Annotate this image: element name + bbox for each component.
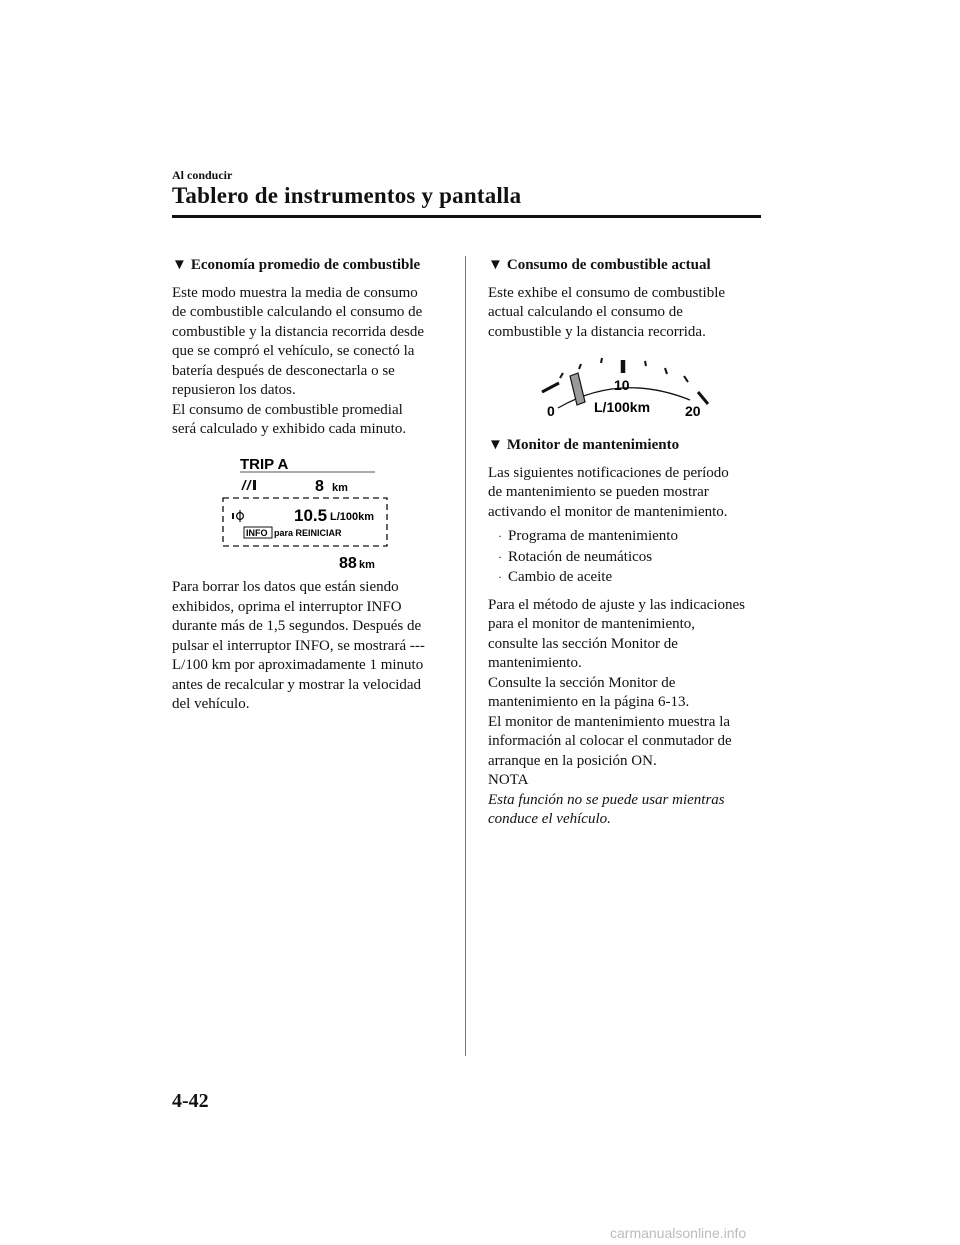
triangle-down-icon: ▼ xyxy=(488,257,503,273)
triangle-down-icon: ▼ xyxy=(488,437,503,453)
odometer-unit: km xyxy=(359,559,375,571)
body-line: exhibidos, oprima el interruptor INFO xyxy=(172,598,402,615)
bullet-dot-icon: · xyxy=(498,570,502,584)
gauge-tick xyxy=(684,376,688,382)
section-heading xyxy=(172,256,444,276)
fuel-pump-range-icon xyxy=(242,480,256,490)
fuel-consumption-gauge xyxy=(530,350,720,422)
trip-label: TRIP A xyxy=(240,456,289,473)
body-line: del vehículo. xyxy=(172,696,250,712)
gauge-tick xyxy=(542,383,559,392)
right-column-lower xyxy=(488,436,763,830)
gauge-label-max: 20 xyxy=(685,403,701,419)
text-line: actual calculando el consumo de xyxy=(488,304,683,320)
note-text-line: conduce el vehículo. xyxy=(488,811,611,827)
heading-text: Monitor de mantenimiento xyxy=(506,437,680,453)
body-line: durante más de 1,5 segundos. Después de xyxy=(172,618,422,634)
gauge-tick xyxy=(560,373,563,378)
gauge-unit: L/100km xyxy=(594,399,651,415)
fuel-economy-value: 10.5 xyxy=(294,506,328,525)
range-unit: km xyxy=(332,482,348,494)
fuel-economy-icon xyxy=(232,510,243,522)
text-line: para el monitor de mantenimiento, xyxy=(488,616,696,632)
right-column-top xyxy=(488,256,760,342)
list-item: · Programa de mantenimiento xyxy=(498,527,763,547)
section-heading xyxy=(488,256,760,276)
gauge-tick xyxy=(665,368,667,374)
column-divider xyxy=(465,256,466,1056)
footer-url-watermark: carmanualsonline.info xyxy=(610,1225,747,1241)
gauge-tick xyxy=(601,358,602,363)
left-column xyxy=(172,256,444,440)
intro-line: de combustible calculando el consumo de xyxy=(172,304,423,320)
body-line: L/100 km por aproximadamente 1 minuto xyxy=(172,657,424,673)
text-line: Para el método de ajuste y las indicaciones xyxy=(488,596,745,613)
chapter-title: Tablero de instrumentos y pantalla xyxy=(172,183,522,208)
intro-line: Este modo muestra la media de consumo xyxy=(172,284,418,301)
page-number: 4-42 xyxy=(172,1090,209,1112)
list-item: · Cambio de aceite xyxy=(498,568,763,588)
text-line: Las siguientes notificaciones de período xyxy=(488,464,729,481)
heading-text: Consumo de combustible actual xyxy=(506,257,711,273)
maintenance-list xyxy=(488,527,763,588)
text-line: de mantenimiento se pueden mostrar xyxy=(488,484,709,500)
gauge-label-mid: 10 xyxy=(614,377,630,393)
intro-line: batería después de desconectarla o se xyxy=(172,362,395,379)
fuel-economy-unit: L/100km xyxy=(330,511,375,523)
gauge-label-min: 0 xyxy=(547,403,555,419)
text-line: mantenimiento en la página 6-13. xyxy=(488,694,690,710)
text-line: combustible y la distancia recorrida. xyxy=(488,323,706,340)
gauge-tick xyxy=(579,364,581,369)
intro-line: combustible y la distancia recorrida desde xyxy=(172,323,424,340)
note-text-line: Esta función no se puede usar mientras xyxy=(488,791,725,808)
body-line: antes de recalcular y mostrar la velocidad xyxy=(172,676,422,693)
trip-display-illustration xyxy=(220,450,400,572)
gauge-tick xyxy=(645,361,646,366)
text-line: activando el monitor de mantenimiento. xyxy=(488,503,728,520)
intro-line: será calculado y exhibido cada minuto. xyxy=(172,421,407,437)
heading-text: Economía promedio de combustible xyxy=(190,257,421,273)
section-heading xyxy=(488,436,763,456)
text-line: información al colocar el conmutador de xyxy=(488,733,732,749)
list-item: · Rotación de neumáticos xyxy=(498,548,763,568)
intro-line: que se compró el vehículo, se conectó la xyxy=(172,343,415,359)
text-line: arranque en la posición ON. xyxy=(488,752,657,769)
info-key-label: INFO xyxy=(246,528,268,538)
bullet-dot-icon: · xyxy=(498,549,502,564)
odometer-value: 88 xyxy=(339,555,357,572)
body-line: pulsar el interruptor INFO, se mostrará --- xyxy=(172,637,425,654)
title-rule xyxy=(172,215,761,218)
bullet-dot-icon: · xyxy=(498,529,502,543)
left-column-body xyxy=(172,578,444,715)
intro-line: repusieron los datos. xyxy=(172,382,296,398)
reset-instruction: para REINICIAR xyxy=(274,528,342,538)
text-line: mantenimiento. xyxy=(488,655,582,671)
triangle-down-icon: ▼ xyxy=(172,257,187,273)
text-line: consulte las sección Monitor de xyxy=(488,635,678,652)
section-label: Al conducir xyxy=(172,168,233,182)
intro-line: El consumo de combustible promedial xyxy=(172,401,403,418)
range-value: 8 xyxy=(315,478,324,495)
body-line: Para borrar los datos que están siendo xyxy=(172,579,399,595)
text-line: El monitor de mantenimiento muestra la xyxy=(488,713,731,730)
note-label: NOTA xyxy=(488,772,529,788)
text-line: Consulte la sección Monitor de xyxy=(488,674,676,691)
text-line: Este exhibe el consumo de combustible xyxy=(488,284,726,301)
